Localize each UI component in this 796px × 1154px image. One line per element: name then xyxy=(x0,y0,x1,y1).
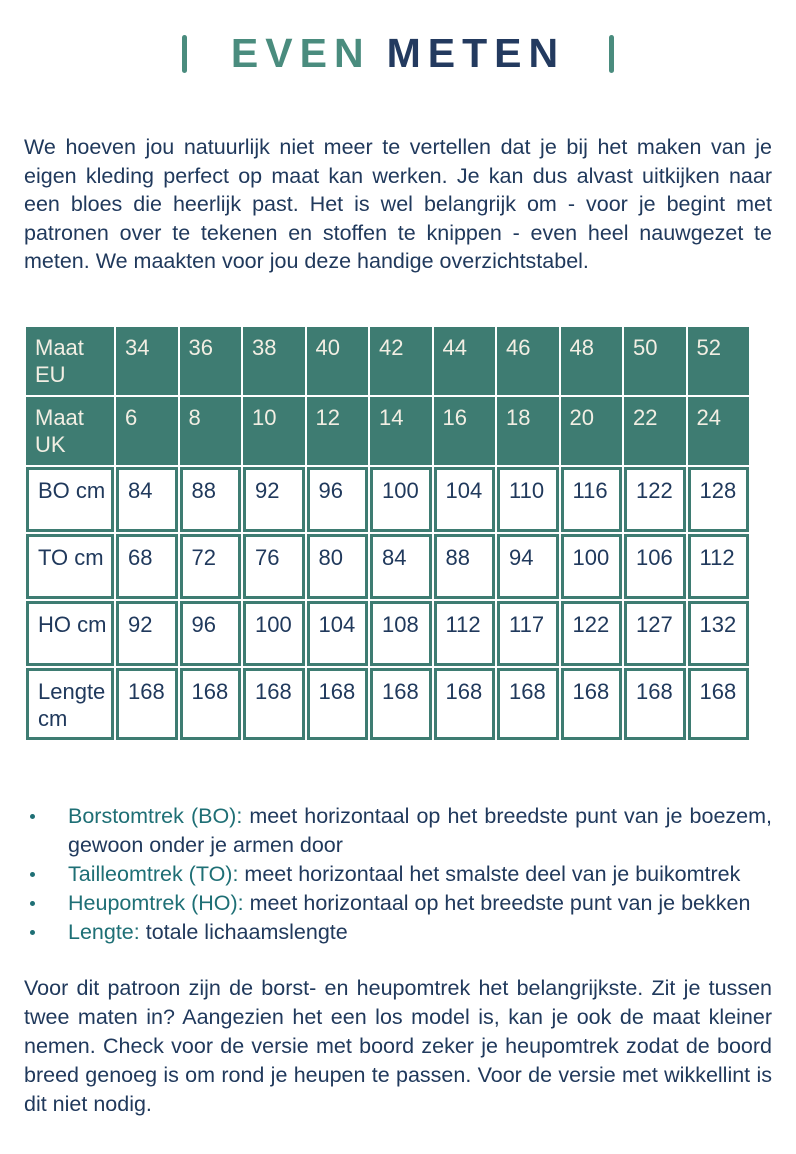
size-cell: 110 xyxy=(497,467,559,532)
size-cell: 84 xyxy=(370,534,432,599)
size-cell: 108 xyxy=(370,601,432,666)
size-cell: 168 xyxy=(434,668,496,740)
size-cell: 68 xyxy=(116,534,178,599)
size-cell: 94 xyxy=(497,534,559,599)
bullet-dot-icon xyxy=(30,901,35,906)
size-cell: 22 xyxy=(624,397,686,465)
size-cell: 52 xyxy=(688,327,750,395)
size-cell: 20 xyxy=(561,397,623,465)
list-item-borstomtrek xyxy=(24,802,772,860)
title-word-even: EVEN xyxy=(230,30,371,76)
size-cell: 122 xyxy=(624,467,686,532)
size-cell: 14 xyxy=(370,397,432,465)
title-word-meten: METEN xyxy=(386,30,566,76)
size-cell: 42 xyxy=(370,327,432,395)
table-row-ho xyxy=(26,601,749,666)
size-cell: 44 xyxy=(434,327,496,395)
size-cell: 96 xyxy=(307,467,369,532)
size-cell: 40 xyxy=(307,327,369,395)
size-cell: 100 xyxy=(370,467,432,532)
title-bar-left-icon xyxy=(182,35,187,73)
size-cell: 10 xyxy=(243,397,305,465)
title-bar-right-icon xyxy=(609,35,614,73)
row-label: Lengte cm xyxy=(26,668,114,740)
size-cell: 34 xyxy=(116,327,178,395)
size-cell: 46 xyxy=(497,327,559,395)
intro-paragraph: We hoeven jou natuurlijk niet meer te vertellen dat je bij het maken van je eigen kleding perfect op maat kan werken. Je kan dus alvast uitkijken naar een bloes die heerlijk past. Het is wel belangrijk om - voor je begint met patronen over te tekenen en stoffen te knippen - even heel nauwgezet te meten. We maakten voor jou deze handige overzichtstabel. xyxy=(24,135,772,273)
row-label: Maat EU xyxy=(26,327,114,395)
size-cell: 117 xyxy=(497,601,559,666)
measure-term: Lengte: xyxy=(68,919,140,944)
measure-definition: meet horizontaal het smalste deel van je buikomtrek xyxy=(244,861,741,886)
row-label: TO cm xyxy=(26,534,114,599)
list-item-heupomtrek xyxy=(24,889,772,918)
size-cell: 132 xyxy=(688,601,750,666)
row-label: HO cm xyxy=(26,601,114,666)
size-cell: 18 xyxy=(497,397,559,465)
table-row-to xyxy=(26,534,749,599)
size-cell: 92 xyxy=(116,601,178,666)
bullet-dot-icon xyxy=(30,872,35,877)
size-cell: 88 xyxy=(434,534,496,599)
size-cell: 168 xyxy=(180,668,242,740)
size-cell: 100 xyxy=(561,534,623,599)
table-row-maat-eu xyxy=(26,327,749,395)
size-cell: 168 xyxy=(116,668,178,740)
size-cell: 76 xyxy=(243,534,305,599)
measure-definition: meet horizontaal op het breedste punt van je boezem, gewoon onder je armen door xyxy=(68,803,772,857)
size-cell: 12 xyxy=(307,397,369,465)
bullet-dot-icon xyxy=(30,814,35,819)
size-cell: 104 xyxy=(434,467,496,532)
size-cell: 36 xyxy=(180,327,242,395)
measure-definitions-list xyxy=(24,802,772,947)
size-cell: 168 xyxy=(497,668,559,740)
size-table xyxy=(24,325,751,742)
title-header xyxy=(24,0,772,77)
size-cell: 116 xyxy=(561,467,623,532)
size-cell: 80 xyxy=(307,534,369,599)
size-cell: 16 xyxy=(434,397,496,465)
size-cell: 168 xyxy=(307,668,369,740)
size-cell: 8 xyxy=(180,397,242,465)
size-cell: 106 xyxy=(624,534,686,599)
page-title xyxy=(231,30,565,77)
measure-definition: totale lichaamslengte xyxy=(145,919,348,944)
list-item-tailleomtrek xyxy=(24,860,772,889)
table-row-maat-uk xyxy=(26,397,749,465)
size-cell: 112 xyxy=(688,534,750,599)
size-cell: 168 xyxy=(243,668,305,740)
size-cell: 92 xyxy=(243,467,305,532)
row-label: BO cm xyxy=(26,467,114,532)
size-cell: 24 xyxy=(688,397,750,465)
closing-paragraph: Voor dit patroon zijn de borst- en heupomtrek het belangrijkste. Zit je tussen twee maten in? Aangezien het een los model is, kan je ook de maat kleiner nemen. Check voor de versie met boord zeker je heupomtrek zodat de boord breed genoeg is om rond je heupen te passen. Voor de versie met wikkellint is dit niet nodig. xyxy=(24,975,772,1116)
measure-term: Heupomtrek (HO): xyxy=(68,890,244,915)
list-item-lengte xyxy=(24,918,772,947)
bullet-dot-icon xyxy=(30,930,35,935)
size-cell: 127 xyxy=(624,601,686,666)
size-cell: 100 xyxy=(243,601,305,666)
size-cell: 168 xyxy=(370,668,432,740)
size-cell: 122 xyxy=(561,601,623,666)
size-cell: 128 xyxy=(688,467,750,532)
size-cell: 50 xyxy=(624,327,686,395)
size-cell: 168 xyxy=(561,668,623,740)
size-cell: 168 xyxy=(624,668,686,740)
size-cell: 6 xyxy=(116,397,178,465)
row-label: Maat UK xyxy=(26,397,114,465)
measure-term: Borstomtrek (BO): xyxy=(68,803,243,828)
size-cell: 168 xyxy=(688,668,750,740)
size-cell: 84 xyxy=(116,467,178,532)
table-row-bo xyxy=(26,467,749,532)
size-cell: 38 xyxy=(243,327,305,395)
size-cell: 104 xyxy=(307,601,369,666)
table-row-lengte xyxy=(26,668,749,740)
size-cell: 112 xyxy=(434,601,496,666)
size-cell: 96 xyxy=(180,601,242,666)
measure-definition: meet horizontaal op het breedste punt van je bekken xyxy=(249,890,751,915)
size-cell: 72 xyxy=(180,534,242,599)
size-cell: 88 xyxy=(180,467,242,532)
size-cell: 48 xyxy=(561,327,623,395)
measure-term: Tailleomtrek (TO): xyxy=(68,861,239,886)
